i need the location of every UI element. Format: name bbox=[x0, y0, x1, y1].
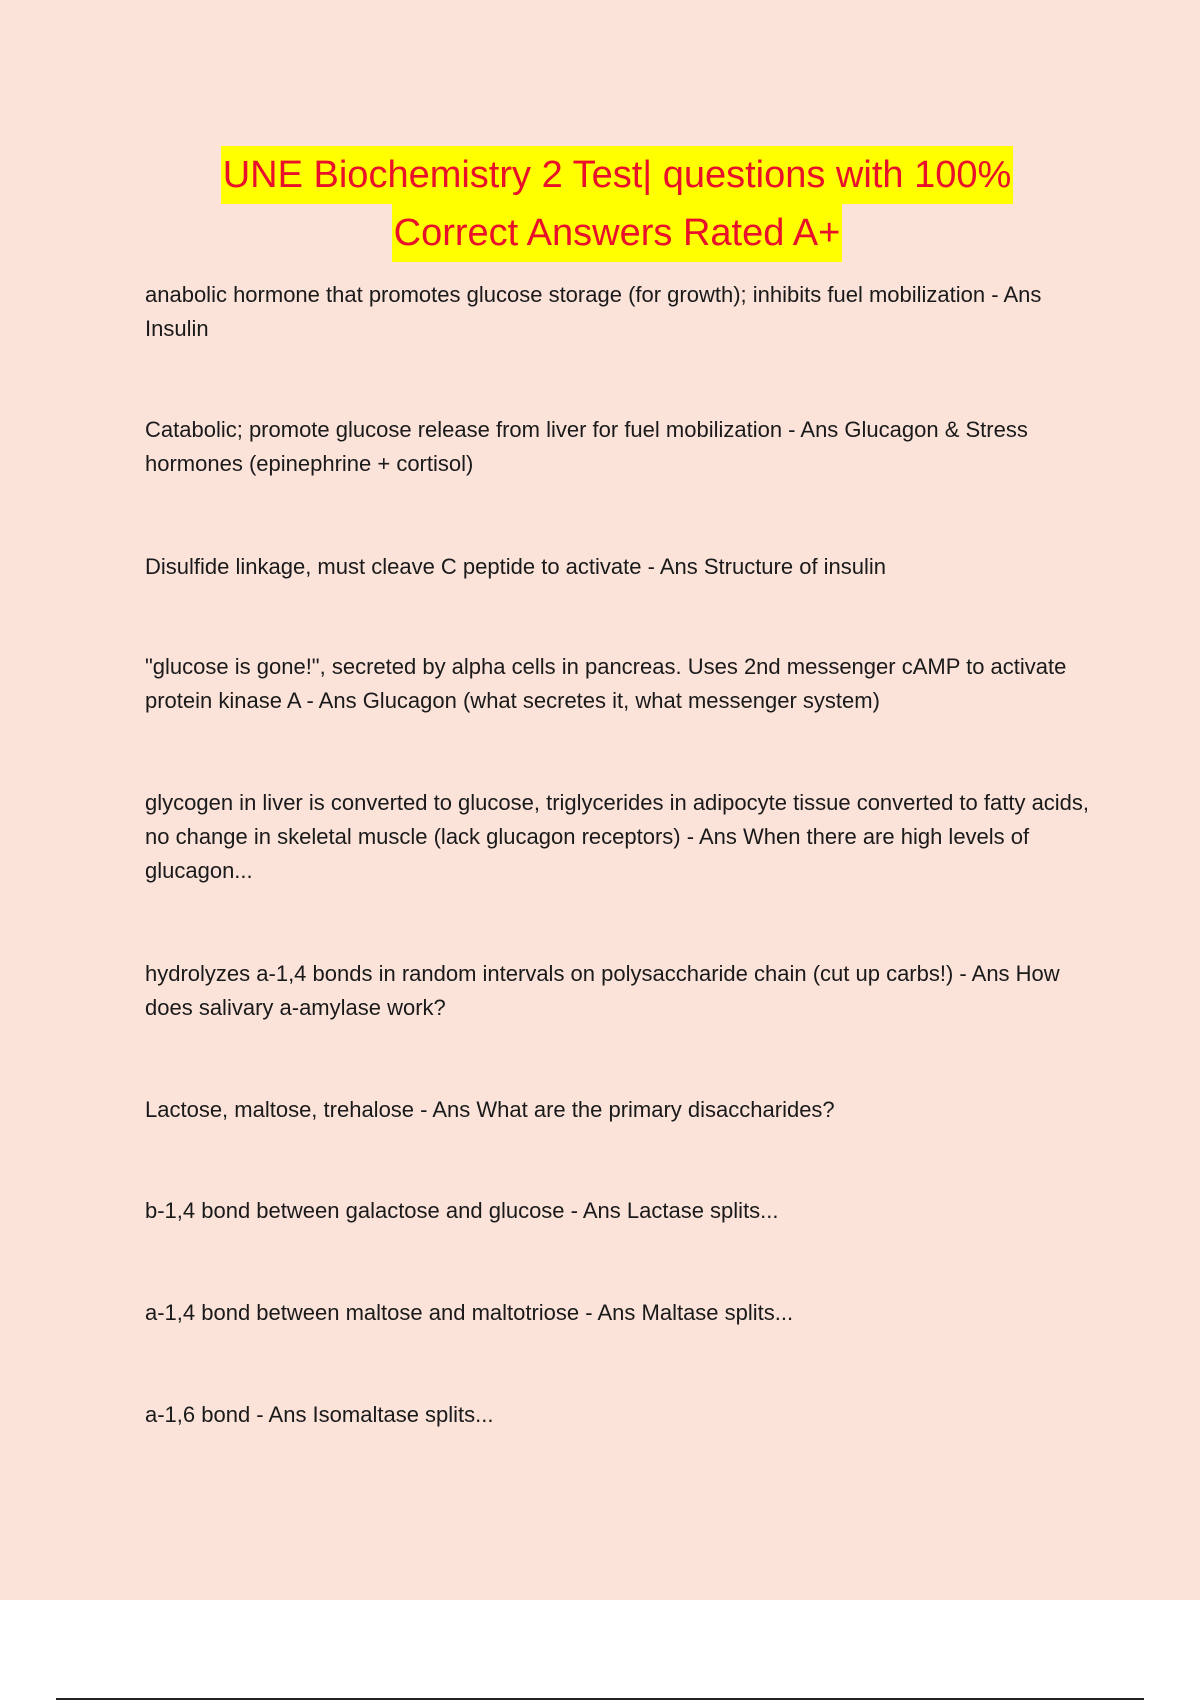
qa-entry: Catabolic; promote glucose release from liver for fuel mobilization - Ans Glucagon & Stress hormones (epinephrine + cortisol) bbox=[145, 417, 1028, 476]
qa-entry: b-1,4 bond between galactose and glucose - Ans Lactase splits... bbox=[145, 1198, 779, 1223]
qa-entry: a-1,6 bond - Ans Isomaltase splits... bbox=[145, 1402, 494, 1427]
qa-entry: hydrolyzes a-1,4 bonds in random intervals on polysaccharide chain (cut up carbs!) - Ans How does salivary a-amylase work? bbox=[145, 961, 1060, 1020]
qa-entry: "glucose is gone!", secreted by alpha cells in pancreas. Uses 2nd messenger cAMP to activate protein kinase A - Ans Glucagon (what secretes it, what messenger system) bbox=[145, 654, 1067, 713]
qa-entry: Disulfide linkage, must cleave C peptide to activate - Ans Structure of insulin bbox=[145, 554, 887, 579]
qa-entry: glycogen in liver is converted to glucose, triglycerides in adipocyte tissue converted to fatty acids, no change in skeletal muscle (lack glucagon receptors) - Ans When there are high levels of glucagon... bbox=[145, 790, 1090, 883]
title-line-2: Correct Answers Rated A+ bbox=[392, 204, 843, 262]
qa-entry: anabolic hormone that promotes glucose storage (for growth); inhibits fuel mobilization - Ans Insulin bbox=[145, 282, 1042, 341]
title-line-1: UNE Biochemistry 2 Test| questions with 100% bbox=[221, 146, 1014, 204]
qa-entry: a-1,4 bond between maltose and maltotriose - Ans Maltase splits... bbox=[145, 1300, 794, 1325]
qa-entry: Lactose, maltose, trehalose - Ans What are the primary disaccharides? bbox=[145, 1097, 835, 1122]
document-title bbox=[0, 146, 1200, 262]
